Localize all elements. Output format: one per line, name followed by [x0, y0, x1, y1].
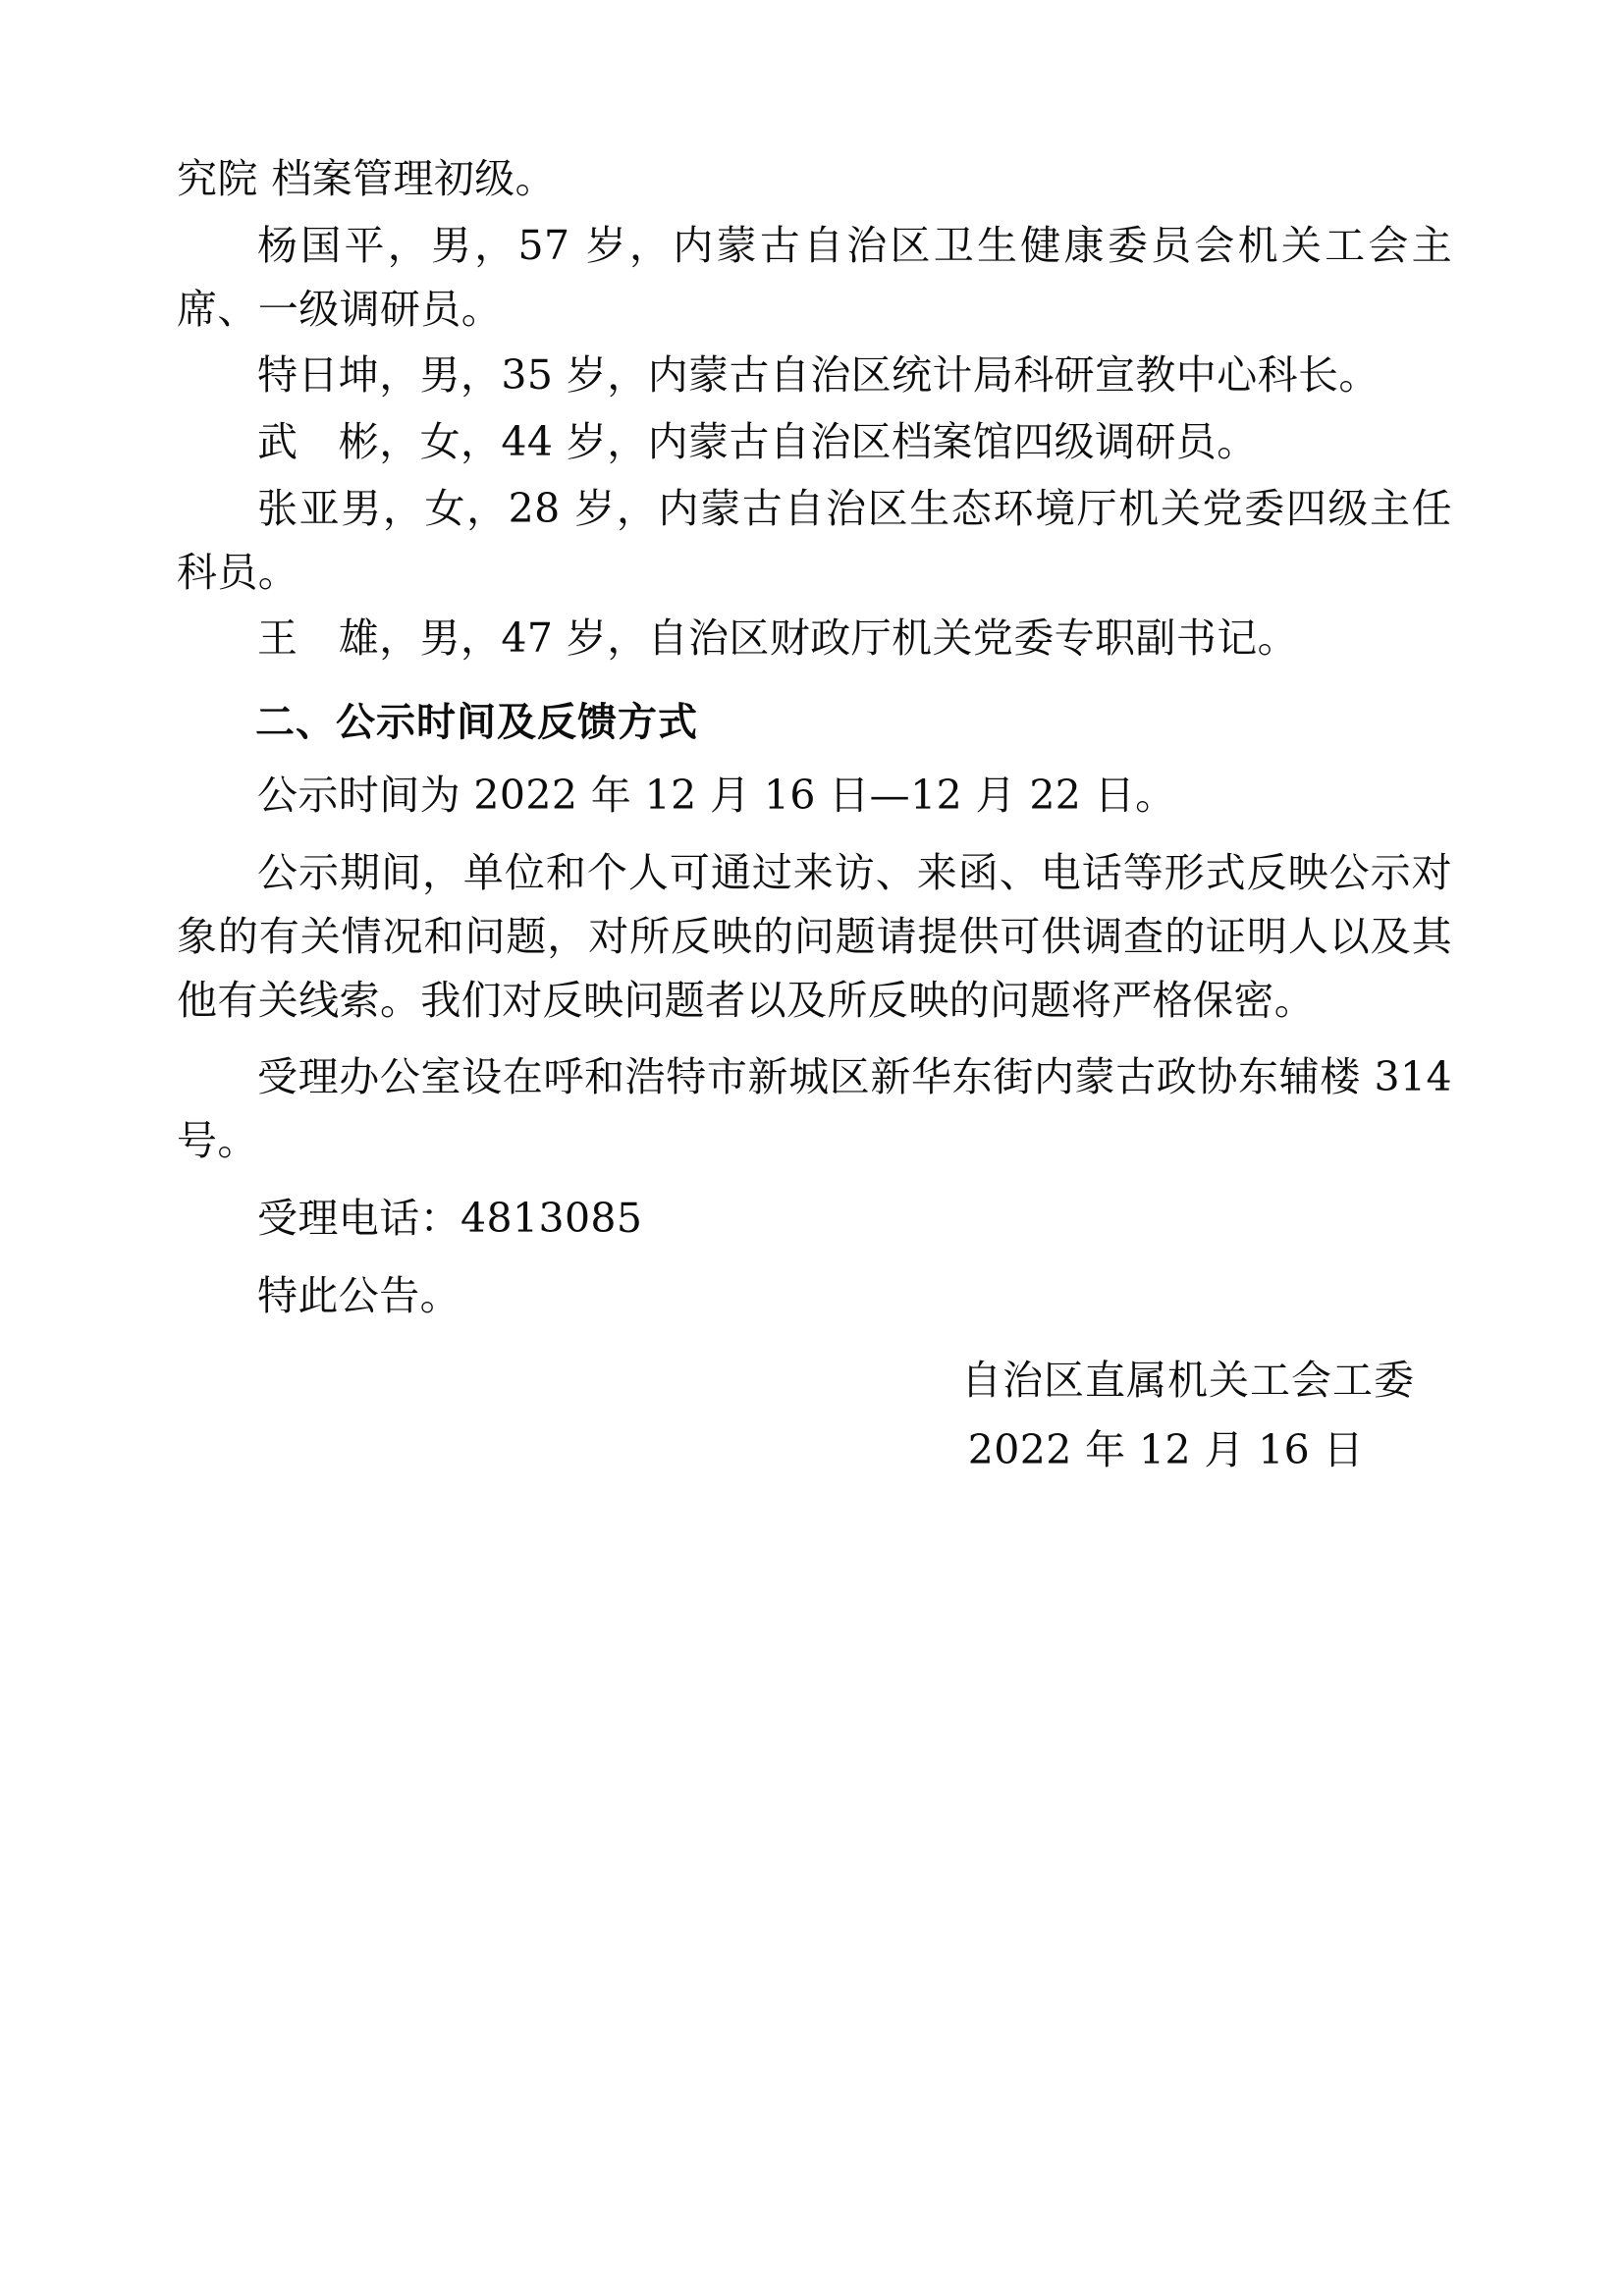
signature-block: [177, 1349, 1452, 1482]
paragraph-person-4: 张亚男，女，28 岁，内蒙古自治区生态环境厅机关党委四级主任科员。: [177, 484, 1452, 596]
paragraph-person-3: 武 彬，女，44 岁，内蒙古自治区档案馆四级调研员。: [257, 418, 1258, 466]
paragraph-person-5: 王 雄，男，47 岁，自治区财政厅机关党委专职副书记。: [257, 614, 1299, 663]
paragraph-continued: 究院 档案管理初级。: [177, 155, 557, 202]
paragraph-person-2: 特日坤，男，35 岁，内蒙古自治区统计局科研宣教中心科长。: [257, 351, 1380, 400]
paragraph-notice-end: 特此公告。: [257, 1271, 460, 1319]
paragraph-office-address: 受理办公室设在呼和浩特市新城区新华东街内蒙古政协东辅楼 314 号。: [177, 1053, 1452, 1165]
document-body: [177, 147, 1452, 1482]
signature-organization: 自治区直属机关工会工委: [961, 1357, 1415, 1405]
paragraph-feedback-method: 公示期间，单位和个人可通过来访、来函、电话等形式反映公示对象的有关情况和问题，对所反映的问题请提供可供调查的证明人以及其他有关线索。我们对反映问题者以及所反映的问题将严格保密。: [177, 849, 1452, 1024]
paragraph-acceptance-phone: 受理电话：4813085: [257, 1194, 643, 1242]
paragraph-publicity-period: 公示时间为 2022 年 12 月 16 日—12 月 22 日。: [257, 772, 1176, 820]
section-heading-publicity: 二、公示时间及反馈方式: [255, 700, 698, 746]
paragraph-person-1: 杨国平，男，57 岁，内蒙古自治区卫生健康委员会机关工会主席、一级调研员。: [177, 221, 1452, 333]
signature-date: 2022 年 12 月 16 日: [967, 1426, 1364, 1474]
